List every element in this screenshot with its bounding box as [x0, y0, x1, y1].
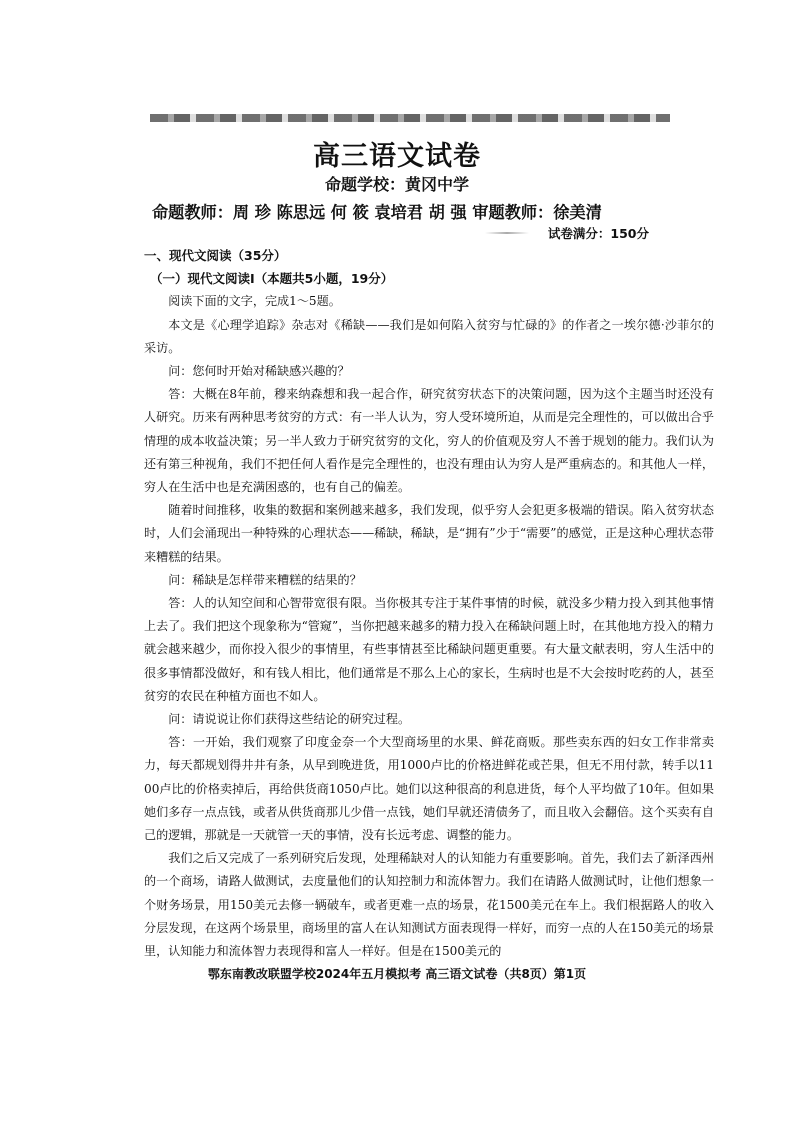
article-paragraph: 问：请说说让你们获得这些结论的研究过程。	[168, 712, 411, 727]
page-footer: 鄂东南教改联盟学校2024年五月模拟考 高三语文试卷（共8页）第1页	[207, 967, 587, 981]
section-heading: 一、现代文阅读（35分）	[144, 248, 287, 263]
school-line: 命题学校：黄冈中学	[324, 175, 469, 194]
reading-instruction: 阅读下面的文字，完成1～5题。	[168, 294, 341, 309]
exam-content	[144, 244, 714, 963]
article-paragraph: 答：大概在8年前，穆来纳森想和我一起合作，研究贫穷状态下的决策问题，因为这个主题当时还没有人研究。历来有两种思考贫穷的方式：有一半人认为，穷人受环境所迫，从而是完全理性的，可以做出合乎情理的成本收益决策；另一半人致力于研究贫穷的文化，穷人的价值观及穷人不善于规划的能力。我们认为还有第三种视角，我们不把任何人看作是完全理性的，也没有理由认为穷人是严重病态的。和其他人一样，穷人在生活中也是充满困惑的，也有自己的偏差。	[144, 387, 714, 495]
article-paragraph: 本文是《心理学追踪》杂志对《稀缺——我们是如何陷入贫穷与忙碌的》的作者之一埃尔德·沙菲尔的采访。	[144, 317, 714, 355]
article-paragraph: 问：稀缺是怎样带来糟糕的结果的？	[168, 572, 362, 587]
article-paragraph: 问：您何时开始对稀缺感兴趣的？	[168, 364, 350, 379]
scan-artifact-top	[150, 114, 670, 122]
page-title: 高三语文试卷	[313, 141, 481, 172]
teacher-line: 命题教师：周 珍 陈思远 何 筱 袁培君 胡 强 审题教师：徐美清	[152, 203, 602, 222]
scan-artifact-mark	[485, 232, 529, 234]
subsection-heading: （一）现代文阅读Ⅰ（本题共5小题，19分）	[150, 271, 394, 287]
article-paragraph: 随着时间推移，收集的数据和案例越来越多，我们发现，似乎穷人会犯更多极端的错误。陷入贫穷状态时，人们会涌现出一种特殊的心理状态——稀缺，稀缺，是“拥有”少于“需要”的感觉，正是这种心理状态带来糟糕的结果。	[144, 503, 714, 564]
article-paragraph: 我们之后又完成了一系列研究后发现，处理稀缺对人的认知能力有重要影响。首先，我们去了新泽西州的一个商场，请路人做测试，去度量他们的认知控制力和流体智力。我们在请路人做测试时，让他们想象一个财务场景，用150美元去修一辆破车，或者更难一点的场景，花1500美元在车上。我们根据路人的收入分层发现，在这两个场景里，商场里的富人在认知测试方面表现得一样好，而穷一点的人在150美元的场景里，认知能力和流体智力表现得和富人一样好。但是在1500美元的	[144, 851, 714, 959]
article-paragraph: 答：人的认知空间和心智带宽很有限。当你极其专注于某件事情的时候，就没多少精力投入到其他事情上去了。我们把这个现象称为“管窥”，当你把越来越多的精力投入在稀缺问题上时，在其他地方投入的精力就会越来越少，而你投入很少的事情里，有些事情甚至比稀缺问题更重要。有大量文献表明，穷人生活中的很多事情都没做好，和有钱人相比，他们通常是不那么上心的家长，生病时也是不大会按时吃药的人，甚至贫穷的农民在种植方面也不如人。	[144, 596, 714, 703]
full-score: 试卷满分：150分	[547, 226, 649, 241]
article-paragraph: 答：一开始，我们观察了印度金奈一个大型商场里的水果、鲜花商贩。那些卖东西的妇女工作非常卖力，每天都规划得井井有条，从早到晚进货，用1000卢比的价格进鲜花或芒果，但无不用付款，转手以1100卢比的价格卖掉后，再给供货商1050卢比。她们以这种很高的利息进货，每个人平均做了10年。但如果她们多存一点点钱，或者从供货商那儿少借一点钱，她们早就还清债务了，而且收入会翻倍。这个买卖有自己的逻辑，那就是一天就管一天的事情，没有长远考虑、调整的能力。	[144, 735, 714, 843]
